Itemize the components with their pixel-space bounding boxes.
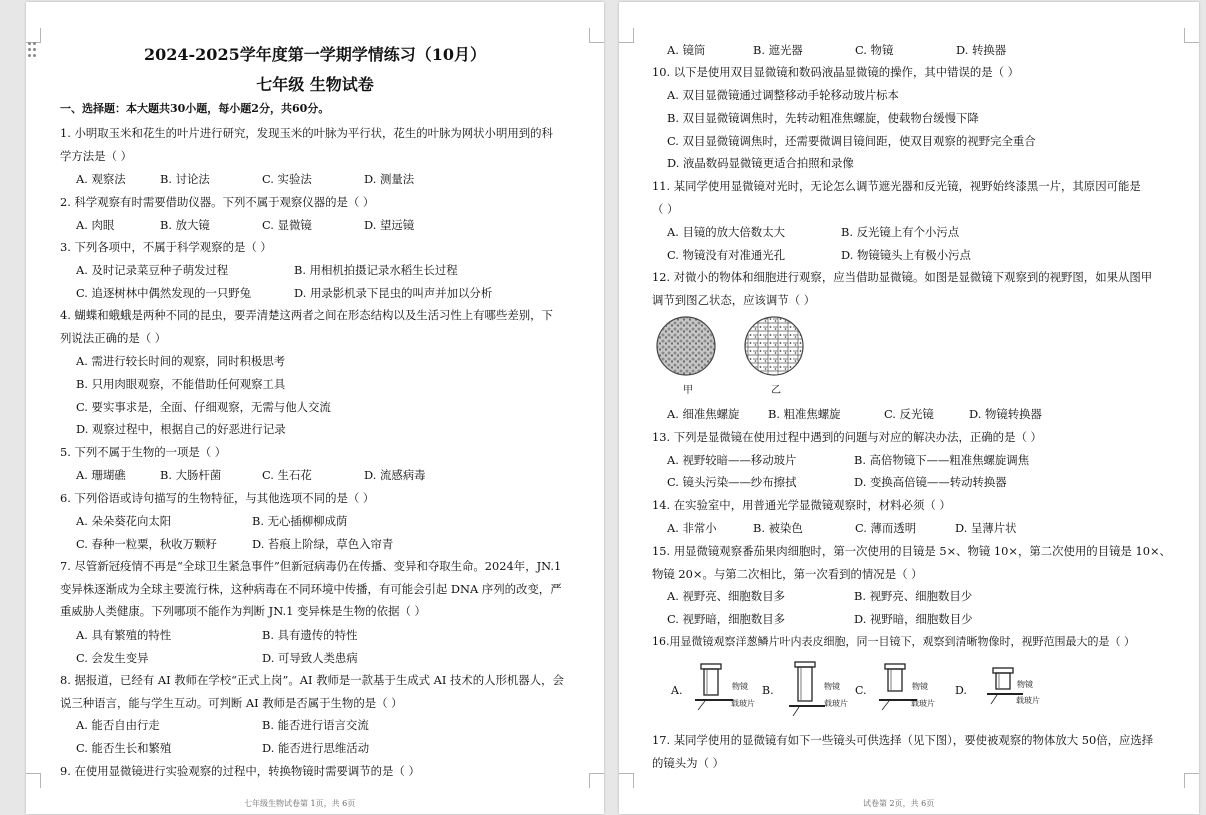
exam-page-2	[619, 2, 1199, 814]
question-text: 9. 在使用显微镜进行实验观察的过程中，转换物镜时需要调节的是（ ）	[60, 764, 420, 778]
question-text: 4. 蝴蝶和蛾蛾是两种不同的昆虫，要弄清楚这两者之间在形态结构以及生活习性上有哪些差别，下	[60, 308, 553, 322]
answer-option: C. 物镜没有对准通光孔	[667, 248, 786, 262]
slide-label: 载玻片	[911, 699, 935, 708]
answer-option: C. 要实事求是，全面、仔细观察，无需与他人交流	[76, 400, 331, 414]
objective-label: 物镜	[912, 682, 928, 691]
page-footer: 试卷第 2页，共 6页	[863, 799, 935, 808]
crop-mark	[26, 773, 41, 788]
answer-option: C. 生石花	[262, 468, 312, 482]
question-text: 调节到图乙状态，应该调节（ ）	[652, 293, 816, 307]
answer-option: A. 需进行较长时间的观察，同时积极思考	[76, 354, 286, 368]
exam-subtitle: 七年级 生物试卷	[256, 75, 374, 94]
question-text: 的镜头为（ ）	[652, 756, 724, 770]
objective-lens-diagram-b	[787, 660, 827, 718]
answer-option: C. 反光镜	[884, 407, 934, 421]
answer-option: D. 可导致人类患病	[262, 651, 358, 665]
answer-option: A. 非常小	[667, 521, 717, 535]
exam-page-1	[26, 2, 604, 814]
question-text: 16.用显微镜观察洋葱鳞片叶内表皮细胞，同一目镜下，观察到清晰物像时，视野范围最大的是（ ）	[652, 635, 1135, 648]
answer-option: A. 观察法	[76, 172, 126, 186]
question-text: 7. 尽管新冠疫情不再是“全球卫生紧急事件”但新冠病毒仍在传播、变异和夺取生命。2024年，JN.1	[60, 559, 562, 573]
answer-option: B. 用相机拍摄记录水稻生长过程	[294, 263, 458, 277]
crop-mark	[589, 773, 604, 788]
answer-option: C. 会发生变异	[76, 651, 149, 665]
objective-lens-diagram-a	[693, 662, 735, 714]
question-text: （ ）	[652, 202, 679, 216]
option-letter: D.	[955, 684, 967, 697]
answer-option: B. 放大镜	[160, 218, 210, 232]
answer-option: A. 朵朵葵花向太阳	[76, 514, 172, 528]
question-text: 1. 小明取玉米和花生的叶片进行研究，发现玉米的叶脉为平行状，花生的叶脉为网状小明用到的科	[60, 126, 553, 140]
answer-option: B. 大肠杆菌	[160, 468, 222, 482]
answer-option: A. 双目显微镜通过调整移动手轮移动玻片标本	[667, 88, 899, 102]
question-text: 17. 某同学使用的显微镜有如下一些镜头可供选择（见下图），要使被观察的物体放大 50倍，应选择	[652, 733, 1154, 747]
answer-option: A. 具有繁殖的特性	[76, 628, 172, 642]
slide-label: 载玻片	[731, 699, 755, 708]
question-text: 10. 以下是使用双目显微镜和数码液晶显微镜的操作，其中错误的是（ ）	[652, 65, 1020, 79]
option-letter: A.	[671, 684, 683, 697]
question-text: 14. 在实验室中，用普通光学显微镜观察时，材料必须（ ）	[652, 498, 951, 512]
objective-label: 物镜	[1017, 680, 1033, 689]
question-text: 2. 科学观察有时需要借助仪器。下列不属于观察仪器的是（ ）	[60, 195, 375, 209]
answer-option: D. 测量法	[364, 172, 415, 186]
answer-option: C. 薄而透明	[855, 521, 917, 535]
answer-option: C. 春种一粒粟，秋收万颗籽	[76, 537, 217, 551]
answer-option: B. 反光镜上有个小污点	[841, 225, 960, 239]
answer-option: A. 珊瑚礁	[76, 468, 126, 482]
answer-option: D. 流感病毒	[364, 468, 426, 482]
answer-option: C. 实验法	[262, 172, 312, 186]
question-text: 3. 下列各项中，不属于科学观察的是（ ）	[60, 240, 272, 254]
answer-option: D. 视野暗，细胞数目少	[854, 612, 973, 626]
answer-option: A. 视野亮、细胞数目多	[667, 589, 785, 603]
option-letter: C.	[855, 684, 867, 697]
question-text: 学方法是（ ）	[60, 149, 132, 163]
answer-option: A. 肉眼	[76, 218, 115, 232]
crop-mark	[619, 28, 634, 43]
objective-label: 物镜	[732, 682, 748, 691]
question-text: 6. 下列俗语或诗句描写的生物特征，与其他选项不同的是（ ）	[60, 491, 375, 505]
answer-option: C. 追逐树林中偶然发现的一只野兔	[76, 286, 252, 300]
question-text: 列说法正确的是（ ）	[60, 331, 167, 345]
answer-option: B. 双目显微镜调焦时，先转动粗准焦螺旋，使载物台缓慢下降	[667, 111, 979, 125]
answer-option: B. 具有遗传的特性	[262, 628, 358, 642]
answer-option: C. 视野暗，细胞数目多	[667, 612, 786, 626]
crop-mark	[26, 28, 41, 43]
answer-option: D. 观察过程中，根据自己的好恶进行记录	[76, 422, 286, 436]
answer-option: A. 细准焦螺旋	[667, 407, 740, 421]
answer-option: D. 转换器	[956, 43, 1007, 57]
question-text: 变异株逐渐成为全球主要流行株，这种病毒在不同环境中传播，有可能会引起 DNA 序列的改变，严	[60, 582, 562, 596]
answer-option: A. 镜筒	[667, 43, 706, 57]
crop-mark	[589, 28, 604, 43]
question-text: 重威胁人类健康。下列哪项不能作为判断 JN.1 变异株是生物的依据（ ）	[60, 604, 426, 618]
answer-option: A. 能否自由行走	[76, 718, 160, 732]
answer-option: D. 用录影机录下昆虫的叫声并加以分析	[294, 286, 493, 300]
answer-option: C. 物镜	[855, 43, 894, 57]
answer-option: B. 高倍物镜下——粗准焦螺旋调焦	[854, 453, 1030, 467]
page-footer: 七年级生物试卷第 1页，共 6页	[244, 799, 356, 808]
crop-mark	[1184, 28, 1199, 43]
answer-option: A. 目镜的放大倍数太大	[667, 225, 785, 239]
answer-option: C. 双目显微镜调焦时，还需要微调目镜间距，使双目观察的视野完全重合	[667, 134, 1036, 148]
crop-mark	[619, 773, 634, 788]
answer-option: D. 物镜转换器	[969, 407, 1042, 421]
answer-option: D. 液晶数码显微镜更适合拍照和录像	[667, 156, 854, 170]
answer-option: D. 呈薄片状	[955, 521, 1017, 535]
answer-option: B. 只用肉眼观察，不能借助任何观察工具	[76, 377, 286, 391]
answer-option: D. 望远镜	[364, 218, 415, 232]
figure-caption: 甲	[683, 385, 693, 396]
answer-option: B. 视野亮、细胞数目少	[854, 589, 973, 603]
figure-caption: 乙	[771, 385, 781, 396]
answer-option: B. 讨论法	[160, 172, 210, 186]
slide-label: 载玻片	[824, 699, 848, 708]
answer-option: D. 苔痕上阶绿，草色入帘青	[252, 537, 394, 551]
question-text: 13. 下列是显微镜在使用过程中遇到的问题与对应的解决办法，正确的是（ ）	[652, 430, 1042, 444]
option-letter: B.	[762, 684, 774, 697]
answer-option: D. 能否进行思维活动	[262, 741, 370, 755]
answer-option: D. 变换高倍镜——转动转换器	[854, 475, 1007, 489]
crop-mark	[1184, 773, 1199, 788]
objective-label: 物镜	[824, 682, 840, 691]
question-text: 8. 据报道，已经有 AI 教师在学校“正式上岗”。AI 教师是一款基于生成式 AI 技术的人形机器人，会	[60, 673, 564, 687]
question-text: 15. 用显微镜观察番茄果肉细胞时，第一次使用的目镜是 5×、物镜 10×，第二次使用的目镜是 10×、	[652, 544, 1171, 558]
question-text: 12. 对微小的物体和细胞进行观察，应当借助显微镜。如图是显微镜下观察到的视野图，如果从图甲	[652, 270, 1153, 284]
answer-option: D. 物镜镜头上有极小污点	[841, 248, 971, 262]
answer-option: B. 遮光器	[753, 43, 803, 57]
section-heading: 一、选择题：本大题共30小题，每小题2分，共60分。	[60, 102, 330, 115]
question-text: 11. 某同学使用显微镜对光时，无论怎么调节遮光器和反光镜，视野始终漆黑一片，其原因可能是	[652, 179, 1141, 193]
answer-option: B. 能否进行语言交流	[262, 718, 369, 732]
question-text: 物镜 20×。与第二次相比，第一次看到的情况是（ ）	[652, 567, 923, 581]
slide-label: 载玻片	[1016, 696, 1040, 705]
cell-view-figure-jia	[655, 315, 721, 377]
answer-option: A. 视野较暗——移动玻片	[667, 453, 797, 467]
answer-option: A. 及时记录菜豆种子萌发过程	[76, 263, 229, 277]
answer-option: C. 镜头污染——纱布擦拭	[667, 475, 797, 489]
answer-option: B. 无心插柳柳成荫	[252, 514, 348, 528]
answer-option: C. 显微镜	[262, 218, 312, 232]
answer-option: B. 粗准焦螺旋	[768, 407, 841, 421]
cell-view-figure-yi	[743, 315, 809, 377]
question-text: 5. 下列不属于生物的一项是（ ）	[60, 445, 227, 459]
question-text: 说三种语言，能与学生互动。可判断 AI 教师是否属于生物的是（ ）	[60, 696, 403, 710]
answer-option: C. 能否生长和繁殖	[76, 741, 172, 755]
exam-title: 2024-2025学年度第一学期学情练习（10月）	[144, 45, 486, 64]
answer-option: B. 被染色	[753, 521, 803, 535]
